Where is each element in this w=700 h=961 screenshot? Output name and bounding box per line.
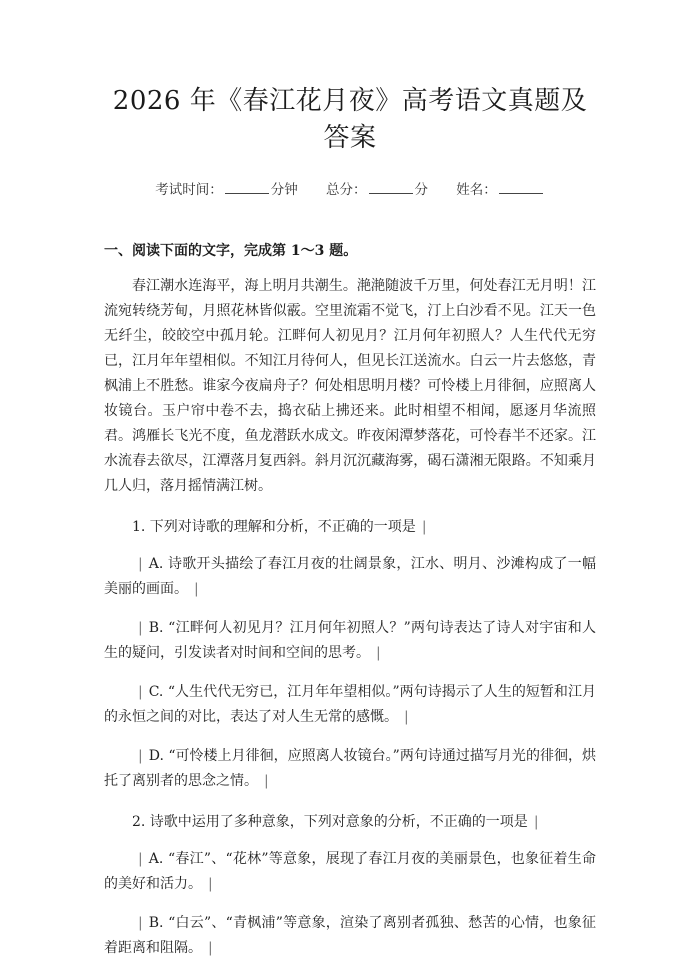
cell-separator: |	[138, 620, 143, 636]
question-2-stem	[104, 810, 596, 835]
time-field	[155, 178, 298, 198]
cell-separator: |	[138, 556, 143, 572]
name-blank	[499, 180, 543, 194]
cell-separator: |	[138, 851, 143, 867]
cell-separator: |	[138, 915, 143, 931]
option-text: D. “可怜楼上月徘徊，应照离人妆镜台。”两句诗通过描写月光的徘徊，烘托了离别者的思念之情。	[104, 748, 596, 789]
question-stem-text: 1. 下列对诗歌的理解和分析，不正确的一项是	[132, 519, 416, 535]
cell-separator: |	[404, 709, 409, 725]
cell-separator: |	[376, 645, 381, 661]
cell-separator: |	[138, 748, 143, 764]
cell-separator: |	[533, 814, 539, 830]
option-text: B. “江畔何人初见月？江月何年初照人？”两句诗表达了诗人对宇宙和人生的疑问，引发读者对时间和空间的思考。	[104, 620, 596, 661]
time-blank	[225, 180, 269, 194]
section-heading: 一、阅读下面的文字，完成第 1～3 题。	[104, 243, 358, 259]
score-field	[326, 178, 428, 198]
cell-separator: |	[208, 876, 213, 892]
question-1-option-c	[104, 680, 596, 730]
time-unit: 分钟	[270, 182, 298, 198]
question-1-option-d	[104, 744, 596, 794]
page-title: 2026 年《春江花月夜》高考语文真题及答案	[112, 86, 588, 153]
cell-separator: |	[264, 773, 269, 789]
option-text: A. “春江”、“花林”等意象，展现了春江月夜的美丽景色，也象征着生命的美好和活力。	[104, 851, 596, 892]
option-text: C. “人生代代无穷已，江月年年望相似。”两句诗揭示了人生的短暂和江月的永恒之间的对比，表达了对人生无常的感慨。	[104, 684, 596, 725]
question-2-option-b	[104, 911, 596, 961]
name-field	[456, 178, 545, 198]
exam-meta	[104, 178, 596, 198]
cell-separator: |	[194, 581, 199, 597]
poem-passage: 春江潮水连海平，海上明月共潮生。滟滟随波千万里，何处春江无月明！江流宛转绕芳甸，月照花林皆似霰。空里流霜不觉飞，汀上白沙看不见。江天一色无纤尘，皎皎空中孤月轮。江畔何人初见月？江月何年初照人？人生代代无穷已，江月年年望相似。不知江月待何人，但见长江送流水。白云一片去悠悠，青枫浦上不胜愁。谁家今夜扁舟子？何处相思明月楼？可怜楼上月徘徊，应照离人妆镜台。玉户帘中卷不去，捣衣砧上拂还来。此时相望不相闻，愿逐月华流照君。鸿雁长飞光不度，鱼龙潜跃水成文。昨夜闲潭梦落花，可怜春半不还家。江水流春去欲尽，江潭落月复西斜。斜月沉沉藏海雾，碣石潇湘无限路。不知乘月几人归，落月摇情满江树。	[104, 278, 596, 494]
cell-separator: |	[208, 940, 213, 956]
option-text: B. “白云”、“青枫浦”等意象，渲染了离别者孤独、愁苦的心情，也象征着距离和阻隔。	[104, 915, 596, 956]
question-2-option-a	[104, 847, 596, 897]
time-label: 考试时间：	[155, 182, 223, 198]
cell-separator: |	[138, 684, 143, 700]
question-stem-text: 2. 诗歌中运用了多种意象，下列对意象的分析，不正确的一项是	[132, 814, 528, 830]
score-label: 总分：	[326, 182, 367, 198]
question-1-stem	[104, 515, 596, 540]
option-text: A. 诗歌开头描绘了春江月夜的壮阔景象，江水、明月、沙滩构成了一幅美丽的画面。	[104, 556, 596, 597]
score-blank	[369, 180, 413, 194]
question-1-option-b	[104, 616, 596, 666]
question-1-option-a	[104, 552, 596, 602]
score-unit: 分	[414, 182, 428, 198]
name-label: 姓名：	[456, 182, 497, 198]
cell-separator: |	[421, 519, 427, 535]
